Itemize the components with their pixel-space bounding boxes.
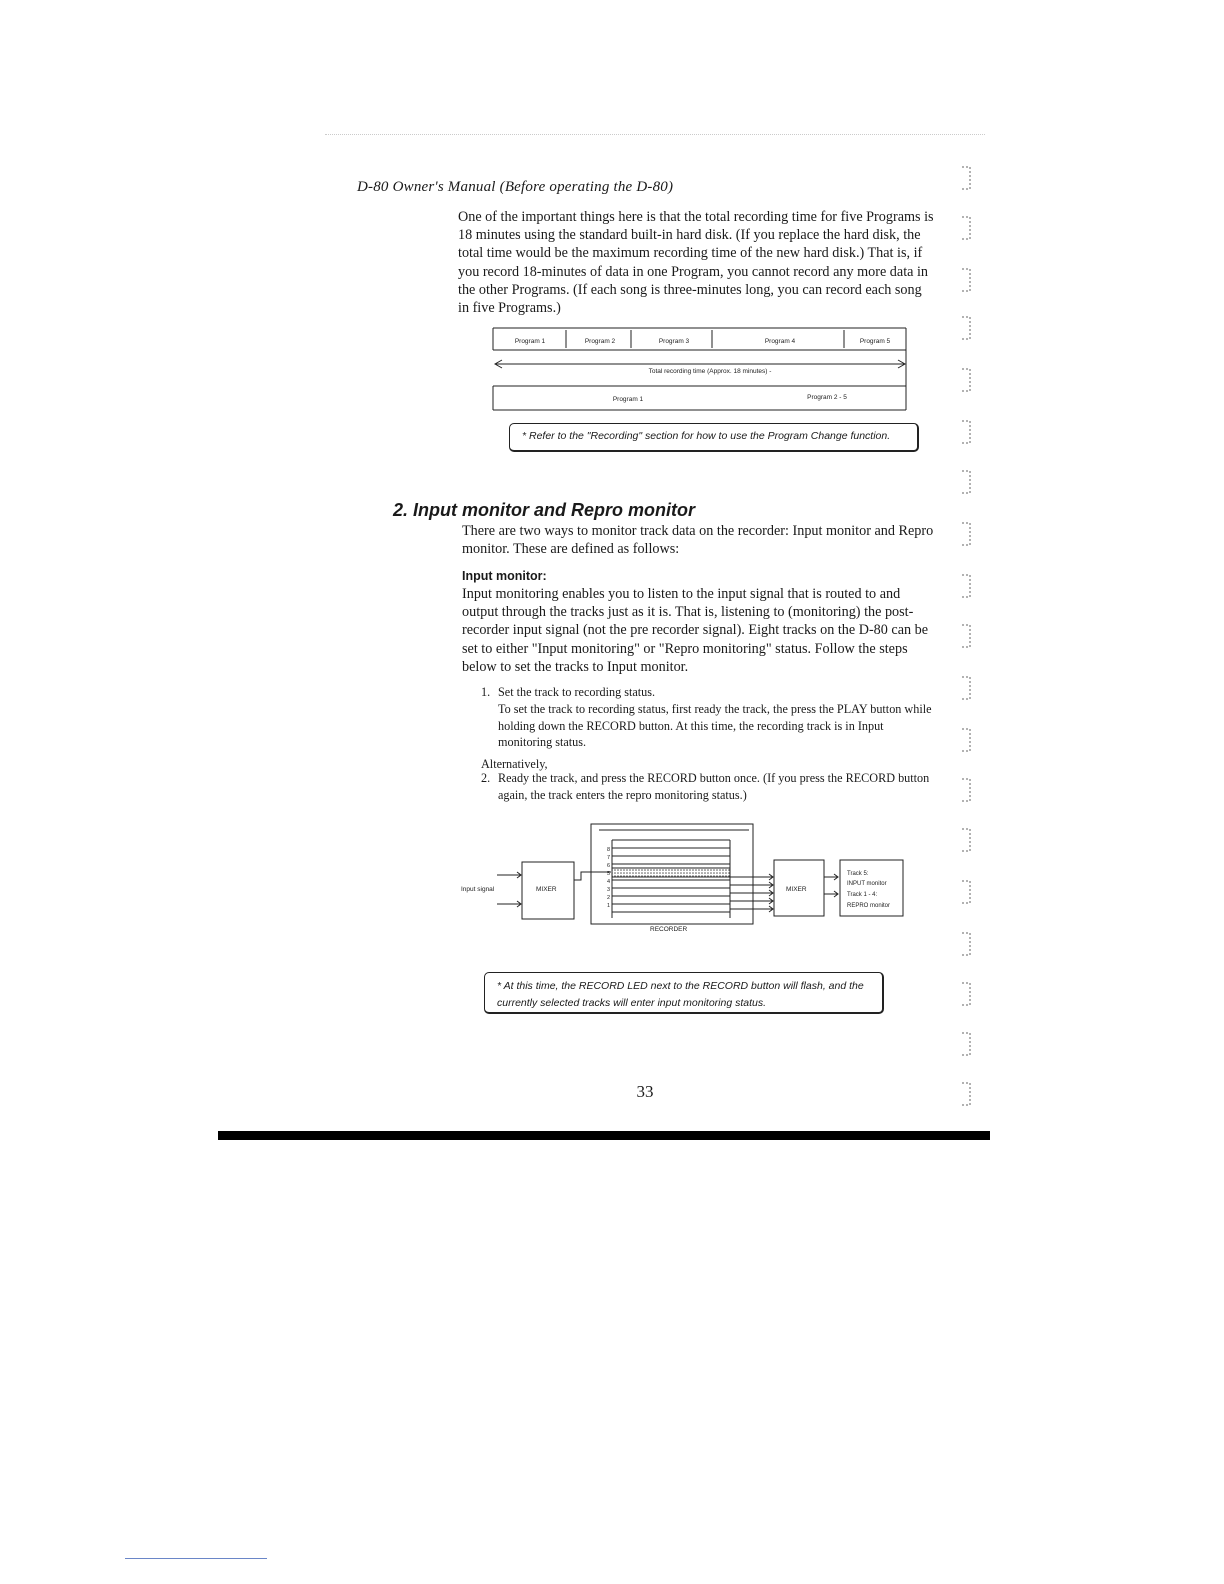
section-intro: There are two ways to monitor track data on the recorder: Input monitor and Repro monitor. These are defined as follows: — [462, 523, 934, 558]
program-label: Program 5 — [859, 338, 891, 345]
monitor-status-line: REPRO monitor — [847, 903, 891, 909]
step-2 — [481, 770, 938, 804]
running-head: D-80 Owner's Manual (Before operating the D-80) — [357, 179, 674, 195]
track-number: 4 — [607, 879, 611, 885]
input-signal-label: Input signal — [461, 886, 495, 893]
step-text: Ready the track, and press the RECORD button once. (If you press the RECORD button again, the track enters the repro monitoring status.) — [498, 771, 930, 802]
alternatively-label: Alternatively, — [481, 757, 548, 771]
monitor-status-line: Track 1 - 4: — [847, 892, 878, 898]
program-label: Program 1 — [514, 338, 546, 345]
scan-artifact — [325, 134, 985, 137]
edge-binding-marks — [950, 165, 980, 1125]
mixer-label: MIXER — [786, 886, 807, 893]
program-label: Program 3 — [658, 338, 690, 345]
program-diagram — [490, 326, 910, 414]
track-number: 8 — [607, 847, 611, 853]
lower-program-label: Program 1 — [612, 396, 644, 403]
track-number: 5 — [607, 871, 611, 877]
page-number: 33 — [636, 1082, 654, 1101]
step-1 — [481, 684, 938, 751]
program-label: Program 4 — [764, 338, 796, 345]
note-box — [484, 972, 884, 1014]
note-line: currently selected tracks will enter input monitoring status. — [497, 997, 767, 1009]
track-5-highlight — [612, 868, 730, 877]
intro-paragraph: One of the important things here is that the total recording time for five Programs is 18 minutes using the standard built-in hard disk. (If you replace the hard disk, the total time would be the maximum recording time of the new hard disk.) That is, if you record 18-minutes of data in one Program, you cannot record any more data in the other Programs. (If each song is three-minutes long, you can record each song in five Programs.) — [458, 209, 934, 317]
note-line: * At this time, the RECORD LED next to the RECORD button will flash, and the — [497, 980, 864, 992]
monitor-status-line: INPUT monitor — [847, 881, 887, 887]
section-title: 2. Input monitor and Repro monitor — [393, 500, 695, 520]
recorder-label: RECORDER — [650, 926, 688, 933]
track-number: 2 — [607, 895, 611, 901]
track-number: 7 — [607, 855, 611, 861]
section-body: Input monitoring enables you to listen to the input signal that is routed to and output through the tracks just as it is. That is, listening to (monitoring) the post-recorder input signal (not the pre recorder signal). Eight tracks on the D-80 can be set to either "Input monitoring" or "Repro monitoring" status. Follow the steps below to set the tracks to Input monitor. — [462, 586, 929, 675]
track-number: 1 — [607, 903, 611, 909]
program-label: Program 2 — [584, 338, 616, 345]
monitor-status-line: Track 5: — [847, 871, 869, 877]
step-number: 2. — [481, 771, 491, 785]
mixer-label: MIXER — [536, 886, 557, 893]
track-number: 6 — [607, 863, 611, 869]
corner-line — [125, 1558, 267, 1559]
track-number: 3 — [607, 887, 611, 893]
signal-flow-diagram — [455, 818, 915, 938]
note-box: * Refer to the "Recording" section for how to use the Program Change function. — [509, 423, 919, 452]
total-time-label: Total recording time (Approx. 18 minutes) - — [648, 368, 772, 375]
bottom-rule — [218, 1131, 990, 1140]
step-number: 1. — [481, 685, 491, 699]
lower-program-range-label: Program 2 - 5 — [807, 394, 847, 401]
step-text: To set the track to recording status, first ready the track, the press the PLAY button while holding down the RECORD button. At this time, the recording track is in Input monitoring status. — [498, 701, 932, 750]
subheading: Input monitor: — [462, 569, 547, 583]
step-title: Set the track to recording status. — [498, 685, 656, 699]
